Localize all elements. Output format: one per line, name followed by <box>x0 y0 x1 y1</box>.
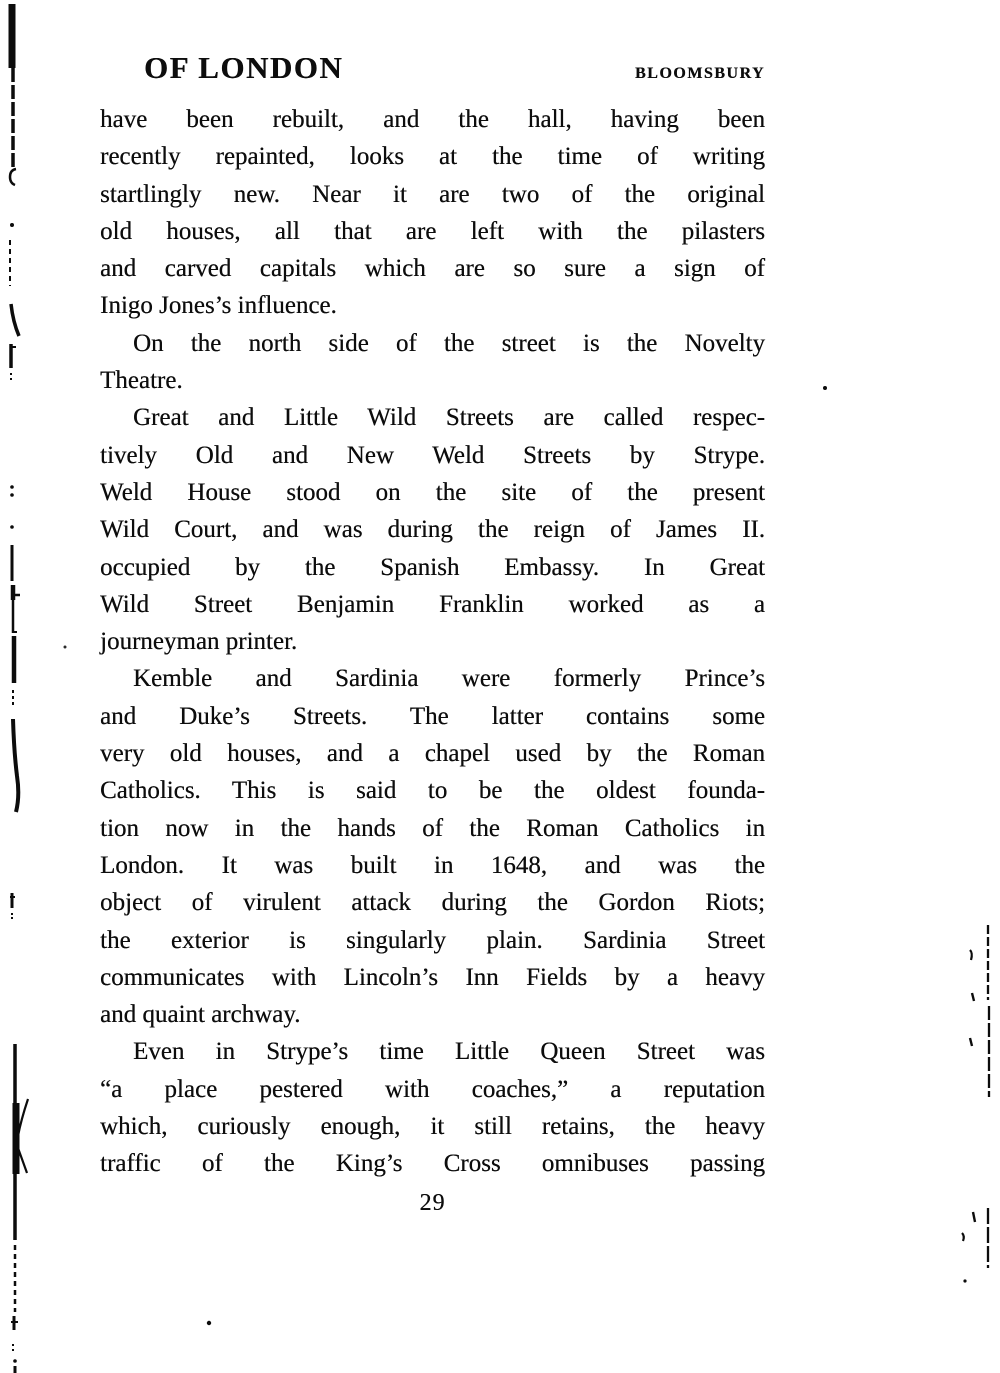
text-line: and Duke’s Streets. The latter contains some <box>100 702 765 730</box>
text-line: Inigo Jones’s influence. <box>100 292 337 320</box>
text-line: On the north side of the street is the Novelty <box>133 329 765 357</box>
text-column <box>100 101 765 1183</box>
paragraph <box>100 660 765 1033</box>
text-line: object of virulent attack during the Gordon Riots; <box>100 889 765 917</box>
text-line: have been rebuilt, and the hall, having been <box>100 106 765 133</box>
text-line: Great and Little Wild Streets are called respec- <box>133 404 765 432</box>
text-line: Weld House stood on the site of the present <box>100 478 765 506</box>
text-line: communicates with Lincoln’s Inn Fields by a heavy <box>100 963 765 991</box>
text-line: the exterior is singularly plain. Sardinia Street <box>100 926 765 954</box>
text-line: Catholics. This is said to be the oldest founda- <box>100 777 765 805</box>
text-line: and carved capitals which are so sure a sign of <box>100 255 765 283</box>
text-line: Theatre. <box>100 367 183 395</box>
text-line: traffic of the King’s Cross omnibuses passing <box>100 1150 765 1178</box>
text-line: and quaint archway. <box>100 1001 301 1029</box>
text-line: occupied by the Spanish Embassy. In Great <box>100 553 765 581</box>
paragraph <box>100 101 765 325</box>
paragraph <box>100 325 765 400</box>
text-line: tively Old and New Weld Streets by Strype. <box>100 441 765 469</box>
text-line: journeyman printer. <box>100 628 298 656</box>
right-edge-scan-marks <box>962 925 989 1283</box>
text-line: “a place pestered with coaches,” a reputation <box>100 1075 765 1103</box>
text-line: recently repainted, looks at the time of writing <box>100 143 765 171</box>
text-line: Even in Strype’s time Little Queen Street was <box>133 1038 765 1066</box>
page-number: 29 <box>419 1190 446 1216</box>
running-title: OF LONDON <box>144 50 344 85</box>
paragraph <box>100 1033 765 1182</box>
text-line: startlingly new. Near it are two of the original <box>100 180 765 208</box>
text-line: which, curiously enough, it still retains, the heavy <box>100 1113 765 1141</box>
text-line: very old houses, and a chapel used by the Roman <box>100 740 765 768</box>
text-line: old houses, all that are left with the pilasters <box>100 217 765 245</box>
text-line: Kemble and Sardinia were formerly Prince’s <box>133 665 765 693</box>
text-line: London. It was built in 1648, and was the <box>100 851 765 879</box>
page-header <box>100 50 765 86</box>
text-line: Wild Court, and was during the reign of James II. <box>100 516 765 544</box>
left-edge-binding-marks <box>10 4 28 1373</box>
text-line: tion now in the hands of the Roman Catholics in <box>100 814 765 842</box>
text-line: Wild Street Benjamin Franklin worked as a <box>100 590 765 618</box>
paragraph <box>100 399 765 660</box>
section-header: BLOOMSBURY <box>634 65 765 82</box>
